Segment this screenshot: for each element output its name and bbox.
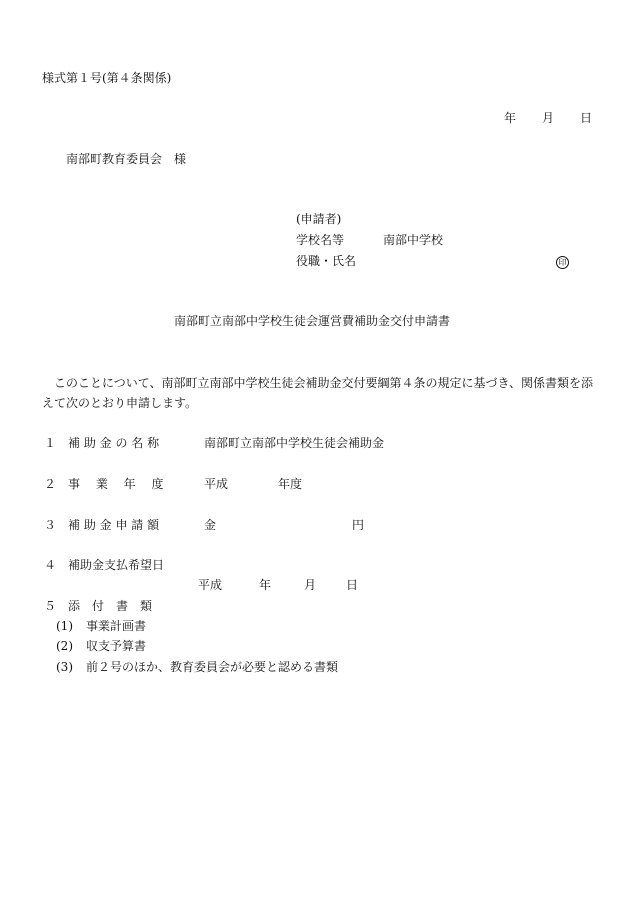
item-1-number: １ xyxy=(44,436,57,450)
item-4-label: 補助金支払希望日 xyxy=(68,558,165,572)
item-4-year: 年 xyxy=(259,578,272,592)
attachment-3-number: (3) xyxy=(56,660,73,674)
date-month-label: 月 xyxy=(542,111,555,125)
attachment-2-text: 収支予算書 xyxy=(86,639,147,653)
item-3-label: 補 助 金 申 請 額 xyxy=(68,518,160,532)
date-day-label: 日 xyxy=(580,111,593,125)
school-label: 学校名等 xyxy=(296,233,345,247)
item-5-label: 添 付 書 類 xyxy=(68,599,153,613)
item-3-unit: 円 xyxy=(352,518,365,532)
document-title: 南部町立南部中学校生徒会運営費補助金交付申請書 xyxy=(174,314,451,328)
item-2-number: ２ xyxy=(44,477,57,491)
item-4-day: 日 xyxy=(346,578,359,592)
attachment-2-number: (2) xyxy=(56,639,73,653)
addressee: 南部町教育委員会 様 xyxy=(66,152,187,166)
item-4-number: ４ xyxy=(44,558,57,572)
item-3-prefix: 金 xyxy=(204,518,217,532)
item-3-number: ３ xyxy=(44,518,57,532)
date-year-label: 年 xyxy=(504,111,517,125)
item-1-label: 補 助 金 の 名 称 xyxy=(68,436,160,450)
applicant-heading: (申請者) xyxy=(296,212,342,226)
attachment-3-text: 前２号のほか、教育委員会が必要と認める書類 xyxy=(86,660,339,674)
body-paragraph: このことについて、南部町立南部中学校生徒会補助金交付要綱第４条の規定に基づき、関係書類を添えて次のとおり申請します。 xyxy=(42,376,594,410)
school-value: 南部中学校 xyxy=(383,233,444,247)
item-2-era: 平成 xyxy=(204,477,229,491)
position-label: 役職・氏名 xyxy=(296,254,357,268)
item-4-month: 月 xyxy=(304,578,317,592)
item-2-unit: 年度 xyxy=(278,477,303,491)
attachment-1-text: 事業計画書 xyxy=(86,619,147,633)
item-5-number: ５ xyxy=(44,599,57,613)
seal-icon: 印 xyxy=(556,256,569,269)
item-4-era: 平成 xyxy=(198,578,223,592)
seal-mark xyxy=(556,253,569,269)
item-1-value: 南部町立南部中学校生徒会補助金 xyxy=(204,436,385,450)
form-number: 様式第１号(第４条関係) xyxy=(42,71,172,85)
attachment-1-number: (1) xyxy=(56,619,73,633)
item-2-label: 事 業 年 度 xyxy=(68,477,164,491)
